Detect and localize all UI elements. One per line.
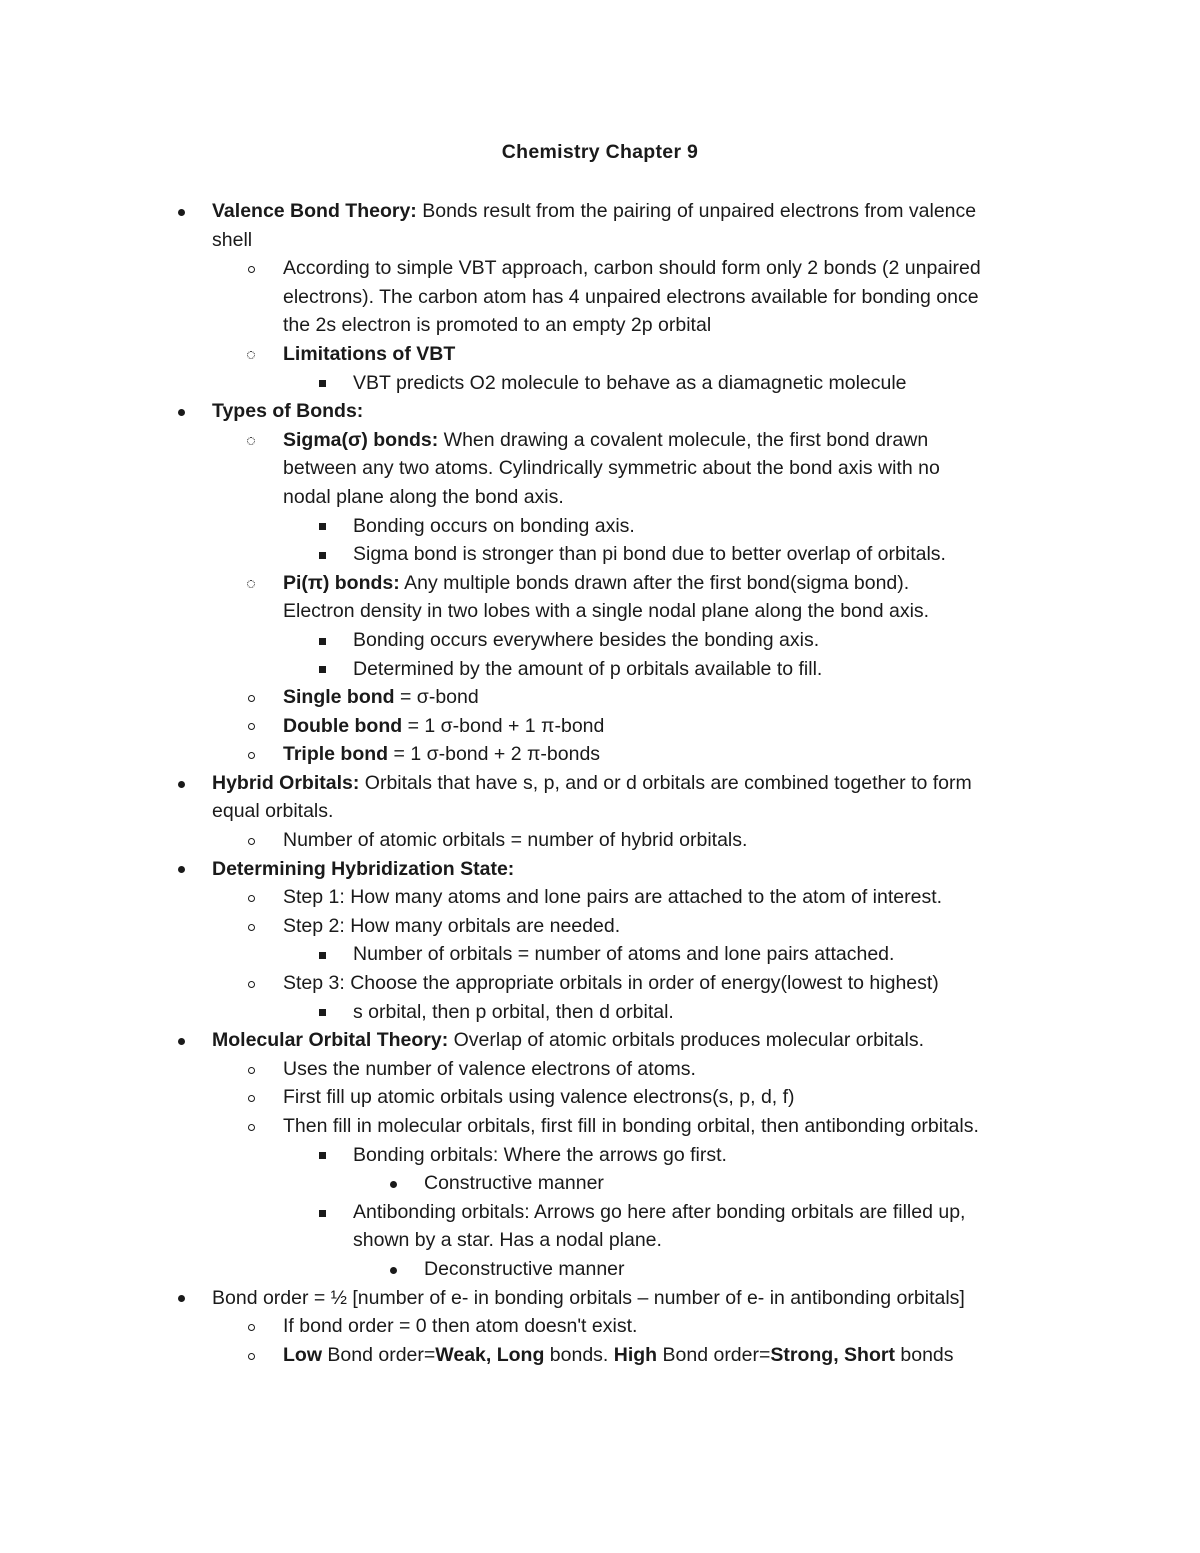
circle-bullet-icon (243, 1112, 259, 1141)
definition-text: Electron density in two lobes with a single nodal plane along the bond axis. (283, 600, 930, 623)
circle-bullet-icon (243, 912, 259, 941)
term-label: Molecular Orbital Theory: (212, 1029, 449, 1052)
item-text: If bond order = 0 then atom doesn't exist. (283, 1315, 638, 1338)
item-text: Determined by the amount of p orbitals available to fill. (353, 657, 823, 680)
list-item (0, 1341, 1200, 1370)
list-item-continuation (0, 597, 1200, 626)
list-item (0, 1141, 1200, 1170)
circle-bullet-icon (243, 1083, 259, 1112)
item-text: Then fill in molecular orbitals, first fill in bonding orbital, then antibonding orbitals. (283, 1115, 979, 1137)
square-bullet-icon (314, 655, 330, 684)
definition-text: Overlap of atomic orbitals produces molecular orbitals. (448, 1029, 925, 1052)
bullet-icon (385, 1255, 401, 1284)
list-item (0, 1198, 1200, 1227)
circle-bullet-icon (243, 883, 259, 912)
bullet-icon (173, 397, 189, 426)
term-label: Determining Hybridization State: (212, 857, 515, 880)
bullet-icon (173, 855, 189, 884)
item-text: Bonding occurs everywhere besides the bonding axis. (353, 628, 820, 651)
term-label: Single bond (283, 686, 395, 709)
item-text: Number of atomic orbitals = number of hybrid orbitals. (283, 829, 748, 852)
list-item (0, 1169, 1200, 1198)
bullet-icon (173, 1026, 189, 1055)
list-item (0, 855, 1200, 884)
item-text: Antibonding orbitals: Arrows go here after bonding orbitals are filled up, (353, 1200, 966, 1223)
list-item (0, 626, 1200, 655)
list-item-continuation (0, 283, 1200, 312)
bullet-icon (173, 1284, 189, 1313)
list-item (0, 683, 1200, 712)
list-item (0, 512, 1200, 541)
list-item (0, 740, 1200, 769)
circle-bullet-icon (243, 740, 259, 769)
square-bullet-icon (314, 1198, 330, 1227)
list-item (0, 540, 1200, 569)
item-text: Step 1: How many atoms and lone pairs are attached to the atom of interest. (283, 886, 943, 909)
square-bullet-icon (314, 940, 330, 969)
term-label: Types of Bonds: (212, 400, 364, 423)
list-item (0, 426, 1200, 455)
circle-bullet-icon (243, 683, 259, 712)
definition-text: between any two atoms. Cylindrically symmetric about the bond axis with no (283, 457, 940, 480)
circle-bullet-icon (243, 826, 259, 855)
emphasis-text: Weak, Long (435, 1343, 545, 1366)
definition-text: nodal plane along the bond axis. (283, 485, 564, 508)
square-bullet-icon (314, 540, 330, 569)
emphasis-text: Low (283, 1343, 322, 1366)
list-item (0, 883, 1200, 912)
list-item (0, 569, 1200, 598)
dotted-bullet-icon (243, 340, 259, 369)
notes-list (0, 197, 1200, 1369)
item-text: Bonding orbitals: Where the arrows go first. (353, 1143, 727, 1166)
dotted-bullet-icon (243, 426, 259, 455)
item-text: Uses the number of valence electrons of atoms. (283, 1057, 696, 1080)
term-label: Triple bond (283, 743, 389, 766)
square-bullet-icon (314, 1141, 330, 1170)
list-item (0, 912, 1200, 941)
item-text: bonds. (544, 1343, 614, 1366)
list-item (0, 1312, 1200, 1341)
list-item (0, 340, 1200, 369)
circle-bullet-icon (243, 1341, 259, 1370)
bullet-icon (173, 769, 189, 798)
item-text: Bond order= (322, 1343, 436, 1366)
definition-text: Bonds result from the pairing of unpaired electrons from valence (416, 200, 977, 222)
bullet-icon (173, 197, 189, 226)
definition-text: = σ-bond (394, 686, 479, 709)
definition-text: Orbitals that have s, p, and or d orbitals are combined together to form (359, 771, 972, 794)
list-item-continuation (0, 454, 1200, 483)
list-item (0, 397, 1200, 426)
definition-text: equal orbitals. (212, 800, 334, 823)
list-item-continuation (0, 1226, 1200, 1255)
list-item (0, 826, 1200, 855)
list-item (0, 1083, 1200, 1112)
list-item (0, 712, 1200, 741)
square-bullet-icon (314, 512, 330, 541)
list-item (0, 254, 1200, 283)
item-text: the 2s electron is promoted to an empty 2p orbital (283, 314, 712, 337)
definition-text: = 1 σ-bond + 2 π-bonds (388, 743, 601, 766)
term-label: Limitations of VBT (283, 342, 456, 365)
list-item (0, 969, 1200, 998)
page-title: Chemistry Chapter 9 (501, 141, 699, 163)
list-item-continuation (0, 797, 1200, 826)
circle-bullet-icon (243, 712, 259, 741)
bullet-icon (385, 1169, 401, 1198)
definition-text: shell (212, 228, 253, 251)
item-text: Bond order = ½ [number of e- in bonding orbitals – number of e- in antibonding orbitals] (212, 1286, 965, 1309)
square-bullet-icon (314, 369, 330, 398)
item-text: Bond order= (657, 1343, 771, 1366)
circle-bullet-icon (243, 254, 259, 283)
item-text: s orbital, then p orbital, then d orbital. (353, 1000, 674, 1023)
item-text: VBT predicts O2 molecule to behave as a diamagnetic molecule (353, 371, 907, 394)
term-label: Pi(π) bonds: (283, 571, 400, 594)
item-text: Step 3: Choose the appropriate orbitals in order of energy(lowest to highest) (283, 972, 939, 995)
item-text: Sigma bond is stronger than pi bond due to better overlap of orbitals. (353, 543, 946, 566)
list-item (0, 769, 1200, 798)
item-text: shown by a star. Has a nodal plane. (353, 1229, 662, 1252)
list-item-continuation (0, 483, 1200, 512)
list-item (0, 655, 1200, 684)
list-item (0, 998, 1200, 1027)
list-item (0, 1055, 1200, 1084)
definition-text: When drawing a covalent molecule, the first bond drawn (438, 428, 929, 451)
list-item (0, 940, 1200, 969)
square-bullet-icon (314, 626, 330, 655)
list-item (0, 1112, 1200, 1141)
list-item (0, 1255, 1200, 1284)
dotted-bullet-icon (243, 569, 259, 598)
definition-text: = 1 σ-bond + 1 π-bond (402, 714, 605, 737)
list-item (0, 197, 1200, 226)
list-item (0, 1026, 1200, 1055)
emphasis-text: Strong, Short (770, 1343, 895, 1366)
item-text: First fill up atomic orbitals using valence electrons(s, p, d, f) (283, 1086, 795, 1109)
term-label: Double bond (283, 714, 403, 737)
term-label: Valence Bond Theory: (212, 200, 417, 222)
item-text: According to simple VBT approach, carbon should form only 2 bonds (2 unpaired (283, 257, 981, 280)
emphasis-text: High (613, 1343, 658, 1366)
item-text: electrons). The carbon atom has 4 unpaired electrons available for bonding once (283, 285, 979, 308)
list-item-continuation (0, 311, 1200, 340)
circle-bullet-icon (243, 1312, 259, 1341)
definition-text: Any multiple bonds drawn after the first bond(sigma bond). (399, 571, 910, 594)
list-item (0, 369, 1200, 398)
list-item-continuation (0, 226, 1200, 255)
item-text: Constructive manner (424, 1172, 604, 1195)
term-label: Sigma(σ) bonds: (283, 428, 439, 451)
circle-bullet-icon (243, 969, 259, 998)
item-text: Deconstructive manner (424, 1257, 625, 1280)
circle-bullet-icon (243, 1055, 259, 1084)
term-label: Hybrid Orbitals: (212, 771, 360, 794)
item-text: bonds (894, 1343, 954, 1366)
item-text: Bonding occurs on bonding axis. (353, 514, 635, 537)
square-bullet-icon (314, 998, 330, 1027)
item-text: Number of orbitals = number of atoms and lone pairs attached. (353, 943, 895, 966)
item-text: Step 2: How many orbitals are needed. (283, 914, 621, 937)
list-item (0, 1284, 1200, 1313)
